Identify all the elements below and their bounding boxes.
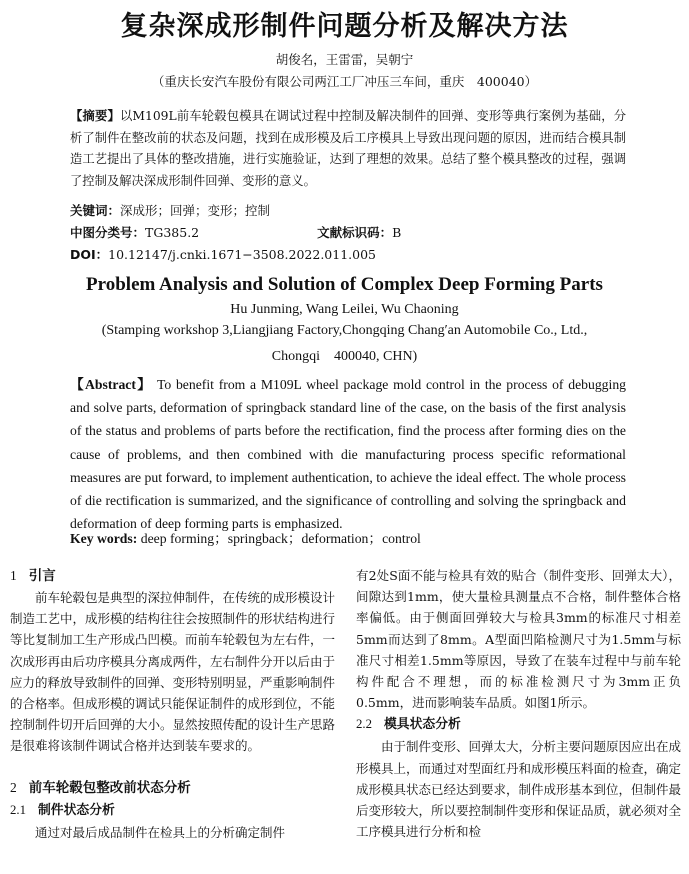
left-column: [10, 565, 335, 843]
section-2-title: 前车轮毂包整改前状态分析: [28, 779, 191, 796]
section-2-1-title: 制件状态分析: [38, 802, 115, 818]
classification-line: [70, 223, 626, 241]
authors-cn: 胡俊名，王雷雷，吴朝宁: [275, 52, 414, 67]
section-2-1-paragraph-continued: 有2处S面不能与检具有效的贴合（制件变形、回弹太大），间隙达到1mm，使大量检具测量点不合格，制件整体合格率偏低。由于侧面回弹较大与检具3mm的标准尺寸相差5mm而达到了8mm。A型面凹陷检测尺寸为1.5mm与标准尺寸相差1.5mm等原因，导致了在装车过程中与前车轮构件配合不理想，而的标准检测尺寸为3mm正负0.5mm，进而影响装车品质。如图1所示。: [356, 568, 681, 711]
section-2-1-number: 2.1: [10, 802, 26, 817]
title-en: Problem Analysis and Solution of Complex Deep Forming Parts: [86, 274, 603, 295]
abstract-en-text: To benefit from a M109L wheel package mold control in the process of debugging and solve parts, deformation of springback standard line of the case, on the basis of the first analysis of the status and problems of parts before the rectification, find the process after forming dies on the cause of problems, and then combined with die manufacturing process specific reformational measures are put forward, to implement authentication, to achieve the ideal effect. The whole process of die rectification is summarized, and the significance of controlling and solving the springback and deformation of deep forming parts is emphasized.: [70, 377, 627, 532]
doi-label: DOI：: [70, 247, 109, 262]
doi-line: [70, 245, 626, 263]
section-1-heading: [10, 565, 335, 587]
authors-en: Hu Junming, Wang Leilei, Wu Chaoning: [230, 302, 459, 317]
abstract-cn-label: 【摘要】: [70, 109, 120, 123]
section-2-2-title: 模具状态分析: [384, 717, 461, 733]
affiliation-cn: （重庆长安汽车股份有限公司两江工厂冲压三车间，重庆 400040）: [151, 74, 538, 89]
section-1-title: 引言: [28, 568, 56, 584]
keywords-en: [70, 527, 626, 547]
keywords-cn: [70, 201, 626, 219]
section-2-1-heading: [10, 799, 335, 822]
doi-value: 10.12147/j.cnki.1671−3508.2022.011.005: [108, 247, 377, 262]
section-1-paragraph: 前车轮毂包是典型的深拉伸制件，在传统的成形模设计制造工艺中，成形模的结构往往会按照制件的形状结构进行等比复制加工生产形成凸凹模。而前车轮毂包为左右件，一次成形再由后功序模具分离成两件，左右制件分开以后由于应力的释放导致制件的回弹、变形特别明显，严重影响制件的合格率。但成形模的调试只能保证制件的成形到位，不能控制制件切开后回弹的大小。显然按照传配的设计生产思路是很难将该制件调试合格并达到装车要求的。: [10, 590, 336, 754]
keywords-cn-label: 关键词：: [70, 203, 121, 218]
doc-code-label: 文献标识码：: [317, 225, 393, 240]
clc-value: TG385.2: [145, 225, 200, 240]
abstract-cn-text: 以M109L前车轮毂包模具在调试过程中控制及解决制件的回弹、变形等典行案例为基础，分析了制件在整改前的状态及问题，找到在成形模及后工序模具上导致出现问题的原因，进而结合模具制造工艺提出了具体的整改措施，进行实施验证，达到了理想的效果。总结了整个模具整改的过程，强调了控制及解决深成形制件回弹、变形的意义。: [70, 109, 626, 188]
doc-code-value: B: [392, 225, 402, 240]
section-2-number: 2: [10, 779, 17, 795]
keywords-en-text: deep forming；springback；deformation；control: [140, 531, 421, 546]
right-column: [356, 565, 681, 842]
section-2-2-heading: [356, 713, 681, 736]
affiliation-en-line2: Chongqi 400040, CHN): [271, 349, 418, 364]
abstract-cn: [70, 106, 626, 192]
clc-label: 中图分类号：: [70, 225, 146, 240]
abstract-en-label: 【Abstract】: [70, 377, 153, 392]
abstract-en: [70, 373, 626, 535]
title-cn: 复杂深成形制件问题分析及解决方法: [120, 11, 569, 42]
keywords-en-label: Key words:: [70, 531, 138, 546]
section-2-1-paragraph-start: 通过对最后成品制件在检具上的分析确定制件: [35, 824, 286, 840]
keywords-cn-text: 深成形；回弹；变形；控制: [120, 203, 271, 218]
section-2-2-number: 2.2: [356, 717, 372, 732]
section-2-2-paragraph: 由于制件变形、回弹太大，分析主要问题原因应出在成形模具上，而通过对型面红丹和成形模压料面的检查，确定成形模具状态已经达到要求，制件成形基本到位，但制件最后变形较大，所以要控制制件变形和保证品质，就必须对全工序模具进行分析和检: [356, 739, 682, 840]
section-2-heading: [10, 777, 335, 799]
affiliation-en-line1: (Stamping workshop 3,Liangjiang Factory,Chongqing Chang′an Automobile Co., Ltd.,: [101, 323, 588, 338]
section-1-number: 1: [10, 568, 17, 583]
